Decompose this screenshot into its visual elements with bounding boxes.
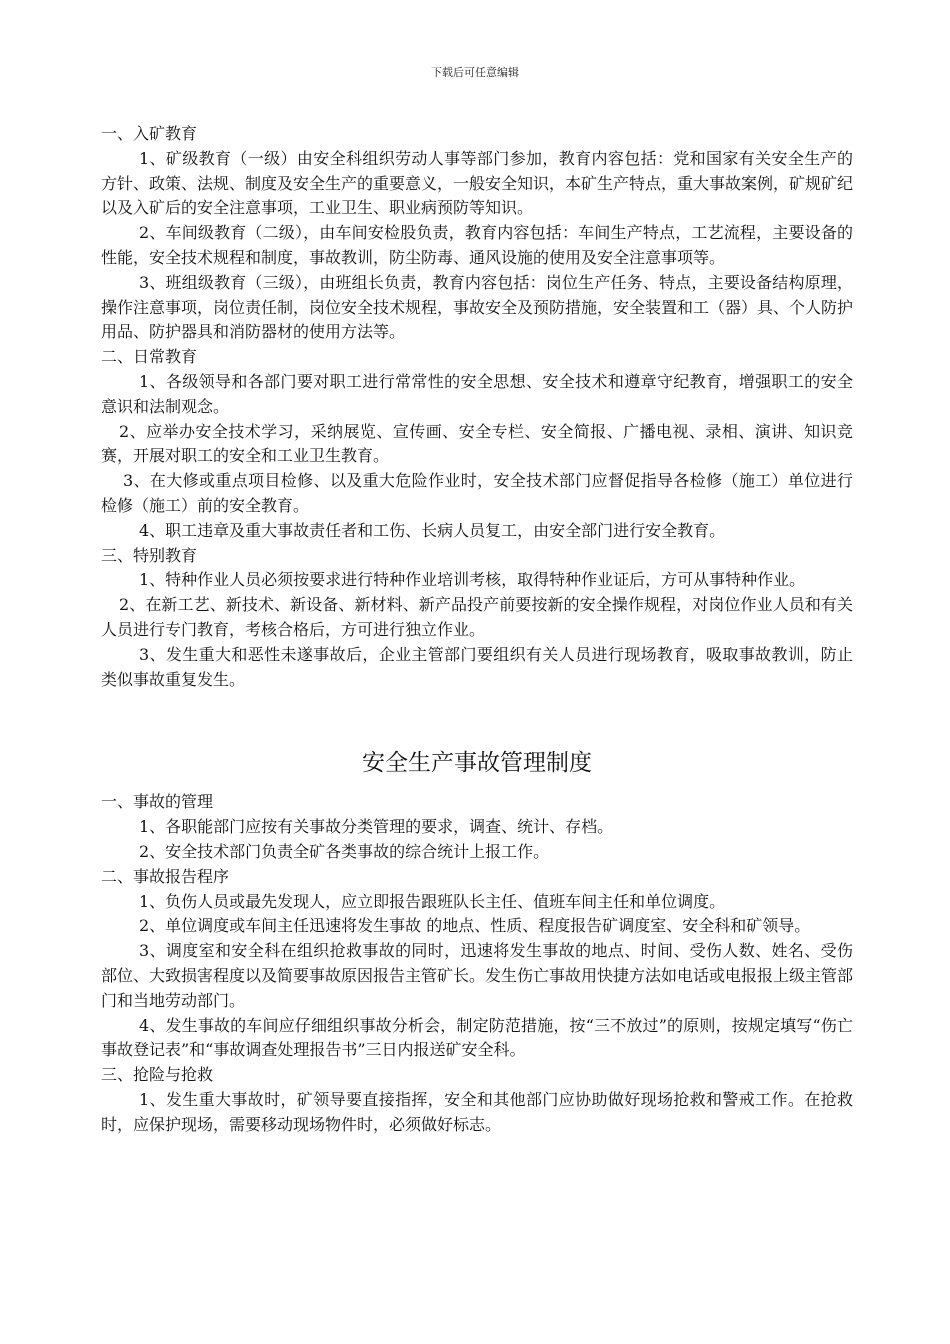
paragraph: 2、安全技术部门负责全矿各类事故的综合统计上报工作。 — [139, 841, 550, 861]
page-header: 下载后可任意编辑 — [431, 66, 519, 79]
paragraph: 3、在大修或重点项目检修、以及重大危险作业时，安全技术部门应督促指导各检修（施工）单位进行检修（施工）前的安全教育。 — [101, 471, 853, 515]
section-heading: 一、事故的管理 — [101, 792, 214, 812]
paragraph: 2、单位调度或车间主任迅速将发生事故 的地点、性质、程度报告矿调度室、安全科和矿领导。 — [139, 916, 811, 936]
paragraph: 2、车间级教育（二级），由车间安检股负责，教育内容包括：车间生产特点，工艺流程，主要设备的性能，安全技术规程和制度，事故教训，防尘防毒、通风设施的使用及安全注意事项等。 — [101, 223, 853, 267]
paragraph: 1、特种作业人员必须按要求进行特种作业培训考核，取得特种作业证后，方可从事特种作业。 — [139, 570, 806, 590]
section-heading: 二、日常教育 — [101, 347, 198, 367]
paragraph: 3、发生重大和恶性未遂事故后，企业主管部门要组织有关人员进行现场教育，吸取事故教训，防止类似事故重复发生。 — [101, 644, 853, 689]
section-heading: 三、特别教育 — [101, 545, 198, 565]
paragraph: 1、矿级教育（一级）由安全科组织劳动人事等部门参加，教育内容包括：党和国家有关安全生产的方针、政策、法规、制度及安全生产的重要意义，一般安全知识，本矿生产特点，重大事故案例，矿规矿纪以及入矿后的安全注意事项，工业卫生、职业病预防等知识。 — [101, 148, 854, 218]
paragraph: 1、负伤人员或最先发现人，应立即报告跟班队长主任、值班车间主任和单位调度。 — [139, 891, 726, 911]
paragraph: 1、发生重大事故时，矿领导要直接指挥，安全和其他部门应协助做好现场抢救和警戒工作。在抢救时，应保护现场，需要移动现场物件时，必须做好标志。 — [101, 1089, 853, 1134]
section-heading: 一、入矿教育 — [101, 124, 198, 143]
section-heading: 三、抢险与抢救 — [101, 1065, 214, 1085]
paragraph: 4、发生事故的车间应仔细组织事故分析会，制定防范措施，按“三不放过”的原则，按规定填写“伤亡事故登记表”和“事故调查处理报告书”三日内报送矿安全科。 — [101, 1015, 853, 1060]
paragraph: 1、各职能部门应按有关事故分类管理的要求，调查、统计、存档。 — [139, 817, 614, 837]
paragraph: 2、应举办安全技术学习，采纳展览、宣传画、安全专栏、安全简报、广播电视、录相、演讲、知识竞赛，开展对职工的安全和工业卫生教育。 — [101, 421, 853, 466]
section-heading: 二、事故报告程序 — [101, 866, 230, 886]
paragraph: 2、在新工艺、新技术、新设备、新材料、新产品投产前要按新的安全操作规程，对岗位作业人员和有关人员进行专门教育，考核合格后，方可进行独立作业。 — [101, 595, 853, 639]
document-body — [101, 122, 853, 1137]
paragraph: 3、调度室和安全科在组织抢救事故的同时，迅速将发生事故的地点、时间、受伤人数、姓名、受伤部位、大致损害程度以及简要事故原因报告主管矿长。发生伤亡事故用快捷方法如电话或电报报上级主管部门和当地劳动部门。 — [101, 941, 854, 1010]
paragraph: 4、职工违章及重大事故责任者和工伤、长病人员复工，由安全部门进行安全教育。 — [139, 520, 726, 540]
document-title: 安全生产事故管理制度 — [362, 750, 592, 777]
paragraph: 1、各级领导和各部门要对职工进行常常性的安全思想、安全技术和遵章守纪教育，增强职工的安全意识和法制观念。 — [101, 371, 853, 416]
paragraph: 3、班组级教育（三级），由班组长负责，教育内容包括：岗位生产任务、特点，主要设备结构原理，操作注意事项，岗位责任制，岗位安全技术规程，事故安全及预防措施，安全装置和工（器）具、个人防护用品、防护器具和消防器材的使用方法等。 — [101, 272, 854, 342]
